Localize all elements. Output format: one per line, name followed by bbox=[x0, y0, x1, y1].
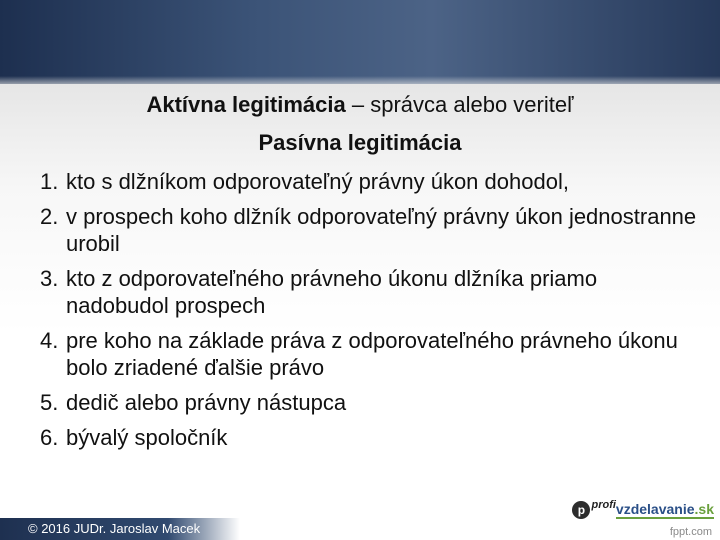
list-item-text: v prospech koho dlžník odporovateľný právny úkon jednostranne urobil bbox=[66, 204, 697, 256]
logo-profi-text: profi bbox=[591, 499, 616, 511]
list-item-number: 6. bbox=[40, 425, 59, 450]
list-item-text: kto z odporovateľného právneho úkonu dlžníka priamo nadobudol prospech bbox=[66, 266, 598, 318]
list-item-text: bývalý spoločník bbox=[66, 425, 228, 450]
copyright-notice: © 2016 JUDr. Jaroslav Macek bbox=[0, 518, 240, 540]
list-item-text: dedič alebo právny nástupca bbox=[66, 390, 347, 415]
list-item-number: 5. bbox=[40, 390, 59, 415]
list-item bbox=[40, 389, 700, 416]
list-item-text: pre koho na základe práva z odporovateľného právneho úkonu bolo zriadené ďalšie právo bbox=[66, 328, 678, 380]
heading-active-term: Aktívna legitimácia bbox=[146, 92, 346, 117]
logo-main-word: vzdelavanie bbox=[615, 501, 695, 517]
passive-legitimation-list bbox=[40, 168, 700, 459]
list-item bbox=[40, 265, 700, 319]
list-item-number: 4. bbox=[40, 328, 59, 353]
heading-active-legitimation bbox=[0, 92, 720, 118]
logo-tld: .sk bbox=[694, 501, 714, 517]
heading-passive-legitimation: Pasívna legitimácia bbox=[258, 130, 462, 155]
list-item bbox=[40, 327, 700, 381]
list-item-number: 3. bbox=[40, 266, 59, 291]
logo-mark-icon: p bbox=[572, 501, 590, 519]
list-item bbox=[40, 168, 700, 195]
list-item bbox=[40, 203, 700, 257]
list-item-text: kto s dlžníkom odporovateľný právny úkon dohodol, bbox=[66, 169, 569, 194]
logo-main-text bbox=[616, 501, 714, 519]
list-item-number: 1. bbox=[40, 169, 59, 194]
site-watermark: fppt.com bbox=[669, 526, 712, 538]
list-item-number: 2. bbox=[40, 204, 59, 229]
header-band bbox=[0, 0, 720, 84]
heading-active-description: – správca alebo veriteľ bbox=[345, 92, 574, 117]
list-item bbox=[40, 424, 700, 451]
profivzdelavanie-logo[interactable] bbox=[572, 499, 714, 521]
